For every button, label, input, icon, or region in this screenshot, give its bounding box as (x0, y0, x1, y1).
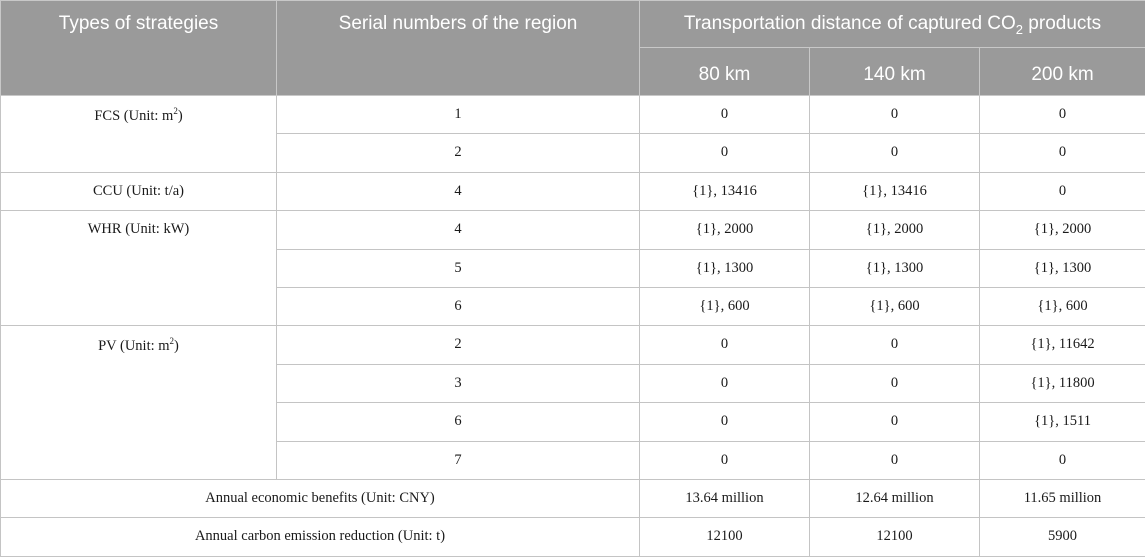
strategy-pv-sup: 2 (169, 336, 175, 347)
summary-label: Annual economic benefits (Unit: CNY) (1, 479, 640, 517)
header-200km: 200 km (980, 48, 1145, 96)
value-140km: {1}, 13416 (810, 172, 980, 210)
value-200km: {1}, 2000 (980, 211, 1145, 249)
strategy-fcs-sup: 2 (173, 106, 178, 116)
table-row (1, 172, 1145, 210)
strategy-pv-tail: ) (174, 338, 179, 355)
strategy-whr (1, 211, 277, 326)
strategy-ccu-label: CCU (Unit: t/a) (92, 182, 185, 199)
header-strategy-type: Types of strategies (1, 1, 277, 96)
region-cell: 2 (277, 134, 640, 172)
value-140km: 12100 (810, 518, 980, 556)
table-row (1, 326, 1145, 364)
strategy-fcs (1, 96, 277, 173)
table-body (1, 96, 1145, 557)
summary-label: Annual carbon emission reduction (Unit: t) (1, 518, 640, 556)
header-transport-text: Transportation distance of captured CO (683, 13, 1016, 34)
table-row (1, 211, 1145, 249)
header-region-serial: Serial numbers of the region (277, 1, 640, 96)
value-80km: 0 (640, 96, 810, 134)
value-200km: 5900 (980, 518, 1145, 556)
region-cell: 7 (277, 441, 640, 479)
value-200km: 0 (980, 96, 1145, 134)
value-140km: {1}, 600 (810, 287, 980, 325)
value-140km: 0 (810, 403, 980, 441)
value-140km: {1}, 1300 (810, 249, 980, 287)
summary-row-economic (1, 479, 1145, 517)
value-80km: 0 (640, 326, 810, 364)
value-80km: 0 (640, 441, 810, 479)
strategy-whr-label: WHR (Unit: kW) (87, 221, 190, 238)
value-140km: 12.64 million (810, 479, 980, 517)
value-200km: {1}, 1511 (980, 403, 1145, 441)
value-80km: 0 (640, 364, 810, 402)
value-200km: 0 (980, 172, 1145, 210)
value-200km: {1}, 11642 (980, 326, 1145, 364)
region-cell: 6 (277, 287, 640, 325)
header-140km: 140 km (810, 48, 980, 96)
value-140km: 0 (810, 326, 980, 364)
table-row (1, 96, 1145, 134)
value-200km: {1}, 1300 (980, 249, 1145, 287)
strategy-ccu (1, 172, 277, 210)
value-140km: 0 (810, 364, 980, 402)
value-80km: 0 (640, 403, 810, 441)
value-140km: 0 (810, 96, 980, 134)
value-80km: 13.64 million (640, 479, 810, 517)
table-header (1, 1, 1145, 96)
value-80km: 12100 (640, 518, 810, 556)
region-cell: 1 (277, 96, 640, 134)
value-200km: {1}, 600 (980, 287, 1145, 325)
header-transport-tail: products (1023, 13, 1102, 34)
header-co2-subscript: 2 (1015, 21, 1024, 37)
value-200km: {1}, 11800 (980, 364, 1145, 402)
region-cell: 4 (277, 211, 640, 249)
value-80km: {1}, 2000 (640, 211, 810, 249)
region-cell: 4 (277, 172, 640, 210)
value-140km: 0 (810, 441, 980, 479)
region-cell: 3 (277, 364, 640, 402)
strategy-fcs-label: FCS (Unit: m (94, 107, 174, 124)
region-cell: 5 (277, 249, 640, 287)
value-200km: 0 (980, 441, 1145, 479)
summary-row-carbon (1, 518, 1145, 556)
header-80km: 80 km (640, 48, 810, 96)
value-200km: 0 (980, 134, 1145, 172)
region-cell: 2 (277, 326, 640, 364)
value-80km: {1}, 1300 (640, 249, 810, 287)
strategy-fcs-tail: ) (177, 107, 183, 124)
region-cell: 6 (277, 403, 640, 441)
value-80km: {1}, 600 (640, 287, 810, 325)
value-140km: {1}, 2000 (810, 211, 980, 249)
header-transport-distance (640, 1, 1145, 48)
value-140km: 0 (810, 134, 980, 172)
strategy-pv-label: PV (Unit: m (98, 338, 170, 355)
value-80km: 0 (640, 134, 810, 172)
strategy-pv (1, 326, 277, 480)
value-80km: {1}, 13416 (640, 172, 810, 210)
value-200km: 11.65 million (980, 479, 1145, 517)
